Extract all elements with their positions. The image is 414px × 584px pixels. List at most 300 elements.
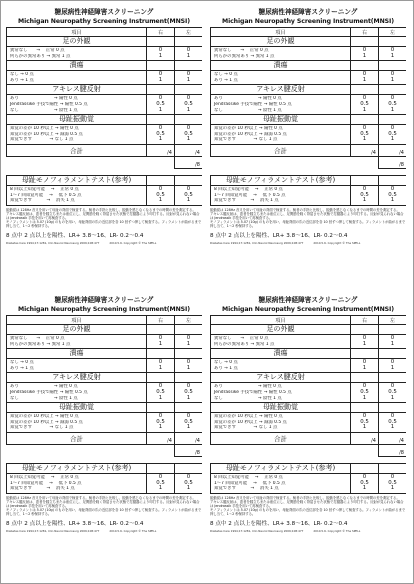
- total-row: [7, 144, 203, 156]
- mnsi-form: [6, 8, 202, 278]
- score-right: 0.5: [360, 388, 369, 395]
- option-label: 1〜7 回知覚可能 → 低下 0.5 点: [214, 192, 286, 198]
- total-left: /4: [175, 144, 203, 156]
- citation-text: 2010.5.6. Copyright © The SPELL: [313, 241, 361, 246]
- overall-total: /8: [379, 156, 407, 168]
- option-label: 知覚の差が 10 秒以上 → 陽性 0 点: [10, 126, 79, 132]
- option-label: 8 回以上知覚可能 → 正常 0 点: [10, 474, 79, 480]
- header-right: 右: [351, 28, 379, 37]
- monofilament-table: [210, 463, 406, 494]
- score-right: 0: [158, 185, 163, 192]
- header-right: 右: [147, 28, 175, 37]
- score-left: 1: [186, 136, 191, 143]
- section-title-row: [7, 373, 203, 383]
- option-label: 何らかの異常あり → 異常 1 点: [10, 53, 71, 59]
- score-right: 0: [362, 95, 367, 102]
- citation-text: Diabetes Care 1994;17:1281, Clin Neurol Neurosurg 2006;108:477: [210, 241, 304, 246]
- mnsi-form: [210, 296, 406, 566]
- section-title: 潰瘍: [211, 61, 351, 71]
- score-left: 0.5: [388, 130, 397, 137]
- total-row: [211, 144, 407, 156]
- option-label: なし → 陰性 1 点: [214, 107, 282, 113]
- header-item: 項目: [7, 316, 147, 325]
- score-left: 0: [390, 413, 395, 420]
- option-label: 異常なし → 正常 0 点: [214, 336, 269, 341]
- section-title: 足の外観: [7, 37, 147, 47]
- section-options-row: [211, 359, 407, 373]
- section-title: 潰瘍: [7, 61, 147, 71]
- form-title-english: Michigan Neuropathy Screening Instrument(MNSI): [222, 306, 394, 313]
- score-left: 0: [390, 335, 395, 341]
- note-text: モノフィラメントは 5.07 (10g) のものを用い、母趾背面の爪の近位部を各 10 回ずつ押して検査する。フィラメントが曲がるまで押し当て、1〜2 秒保持する。: [210, 508, 406, 517]
- section-options-row: [211, 47, 407, 61]
- screening-table: [210, 315, 406, 457]
- option-label: なし → 陰性 1 点: [10, 107, 78, 113]
- form-title-japanese: 糖尿病性神経障害スクリーニング: [54, 296, 154, 304]
- monofilament-body: [7, 175, 203, 205]
- section-title-row: [7, 61, 203, 71]
- section-options-row: [7, 413, 203, 433]
- form-title-english: Michigan Neuropathy Screening Instrument(MNSI): [18, 18, 190, 25]
- score-left: 1: [390, 197, 395, 204]
- section-options-row: [7, 185, 203, 205]
- note-text: 振動覚は 128Hz 音叉を用いて母趾の背面で検査する。検者の手指と比較し、振動を感じなくなるまでの時間の差を測定する。: [6, 495, 196, 500]
- option-label: 知覚できず → 消失 1 点: [214, 486, 279, 492]
- score-left: 1: [390, 394, 395, 401]
- monofilament-table: [210, 175, 406, 206]
- option-label: 知覚の差が 10 秒以上 → 陽性 0 点: [214, 414, 283, 420]
- table-header-row: [211, 316, 407, 325]
- score-right: 1: [362, 364, 367, 371]
- score-right: 1: [158, 106, 163, 113]
- section-title: アキレス腱反射: [211, 373, 351, 383]
- note-text: アキレス腱反射は、患者を膝立ちまたは座位にし、足関節を軽く背屈させた状態で打腱器により叩打する。反射が見られない場合は Jendrassik 手技を用いて再検査する。: [6, 499, 200, 508]
- score-right: 1: [362, 340, 367, 347]
- score-right: 0: [158, 47, 163, 53]
- option-label: あり → 陽性 0 点: [10, 384, 78, 390]
- section-title-row: [7, 403, 203, 413]
- overall-total-row: [211, 444, 407, 456]
- section-title: 足の外観: [211, 325, 351, 335]
- score-left: 1: [390, 340, 395, 347]
- option-label: 知覚できず → なし 1 点: [10, 137, 74, 143]
- score-left: 0: [390, 47, 395, 53]
- monofilament-table: [6, 175, 202, 206]
- note-text: 振動覚は 128Hz 音叉を用いて母趾の背面で検査する。検者の手指と比較し、振動を感じなくなるまでの時間の差を測定する。: [6, 207, 196, 212]
- section-options-row: [7, 95, 203, 115]
- option-label: 8 回以上知覚可能 → 正常 0 点: [10, 186, 79, 192]
- score-right: 0: [362, 47, 367, 53]
- section-title-row: [211, 37, 407, 47]
- note-text: モノフィラメントは 5.07 (10g) のものを用い、母趾背面の爪の近位部を各 10 回ずつ押して検査する。フィラメントが曲がるまで押し当て、1〜2 秒保持する。: [210, 220, 406, 229]
- score-left: 1: [186, 197, 191, 204]
- note-text: アキレス腱反射は、患者を膝立ちまたは座位にし、足関節を軽く背屈させた状態で打腱器により叩打する。反射が見られない場合は Jendrassik 手技を用いて再検査する。: [6, 211, 200, 220]
- score-right: 0: [158, 71, 163, 78]
- score-right: 0: [362, 71, 367, 78]
- option-label: 1〜7 回知覚可能 → 低下 0.5 点: [10, 480, 82, 486]
- option-label: なし → 0 点: [10, 360, 34, 366]
- section-title-row: [7, 85, 203, 95]
- score-right: 0: [158, 335, 163, 341]
- option-label: 何らかの異常あり → 異常 1 点: [214, 341, 275, 347]
- citation-text: 2010.5.6. Copyright © The SPELL: [109, 529, 157, 534]
- total-right: /4: [147, 144, 175, 156]
- option-label: あり → 陽性 0 点: [214, 384, 282, 390]
- notes-block: [210, 496, 406, 516]
- score-left: 0.5: [184, 418, 193, 425]
- score-right: 1: [362, 485, 367, 492]
- score-left: 1: [390, 424, 395, 431]
- option-label: 1〜7 回知覚可能 → 低下 0.5 点: [10, 192, 82, 198]
- score-left: 1: [390, 364, 395, 371]
- section-title: 母趾振動覚: [211, 403, 351, 413]
- header-left: 左: [175, 28, 203, 37]
- citations: [210, 241, 406, 245]
- total-left: /4: [379, 432, 407, 444]
- score-left: 0.5: [388, 418, 397, 425]
- section-title-row: [7, 175, 203, 185]
- overall-total: /8: [175, 156, 203, 168]
- table-header-row: [211, 28, 407, 37]
- total-left: /4: [379, 144, 407, 156]
- total-label: 合計: [7, 432, 147, 444]
- section-title: 母趾モノフィラメントテスト(参考): [211, 463, 351, 473]
- positive-criteria: 8 点中 2 点以上を陽性、LR+ 3.8〜16、LR- 0.2〜0.4: [210, 233, 348, 240]
- total-right: /4: [351, 144, 379, 156]
- score-right: 0: [158, 413, 163, 420]
- monofilament-body: [7, 463, 203, 493]
- score-right: 0.5: [156, 130, 165, 137]
- section-title-row: [211, 373, 407, 383]
- score-left: 1: [390, 136, 395, 143]
- citation-text: 2010.5.6. Copyright © The SPELL: [109, 241, 157, 246]
- score-left: 0.5: [184, 130, 193, 137]
- header-left: 左: [379, 28, 407, 37]
- option-label: 知覚の差が 10 秒以上 → 減弱 0.5 点: [10, 419, 83, 425]
- score-right: 0: [362, 359, 367, 366]
- citation-text: Diabetes Care 1994;17:1281, Clin Neurol Neurosurg 2006;108:477: [6, 529, 100, 534]
- option-label: Jendrassike 手技で陽性 → 陽性 0.5 点: [10, 389, 88, 395]
- table-header-row: [7, 28, 203, 37]
- score-right: 1: [362, 76, 367, 83]
- score-right: 0: [158, 95, 163, 102]
- score-left: 0: [186, 47, 191, 53]
- section-title-row: [7, 349, 203, 359]
- section-title-row: [211, 115, 407, 125]
- total-label: 合計: [211, 144, 351, 156]
- option-label: なし → 0 点: [214, 360, 238, 366]
- option-label: あり → 陽性 0 点: [10, 96, 78, 102]
- option-label: あり → 1 点: [10, 365, 34, 371]
- form-title-english: Michigan Neuropathy Screening Instrument(MNSI): [222, 18, 394, 25]
- score-right: 0.5: [156, 191, 165, 198]
- score-right: 0: [158, 359, 163, 366]
- score-right: 1: [362, 394, 367, 401]
- total-label: 合計: [7, 144, 147, 156]
- section-options-row: [7, 125, 203, 145]
- section-title: 母趾振動覚: [211, 115, 351, 125]
- option-label: 知覚の差が 10 秒以上 → 陽性 0 点: [10, 414, 79, 420]
- score-right: 1: [158, 197, 163, 204]
- section-title-row: [7, 325, 203, 335]
- section-options-row: [7, 335, 203, 349]
- score-right: 0.5: [360, 418, 369, 425]
- section-options-row: [7, 383, 203, 403]
- option-label: 知覚できず → なし 1 点: [10, 425, 74, 431]
- overall-total-row: [7, 156, 203, 168]
- option-label: あり → 1 点: [10, 77, 34, 83]
- header-item: 項目: [211, 28, 351, 37]
- score-right: 0: [362, 383, 367, 390]
- form-title-japanese: 糖尿病性神経障害スクリーニング: [54, 8, 154, 16]
- section-options-row: [7, 473, 203, 493]
- option-label: なし → 0 点: [214, 72, 238, 78]
- score-left: 1: [390, 485, 395, 492]
- score-right: 1: [158, 364, 163, 371]
- score-right: 1: [158, 340, 163, 347]
- score-right: 1: [362, 52, 367, 59]
- total-left: /4: [175, 432, 203, 444]
- score-left: 0.5: [184, 191, 193, 198]
- section-title-row: [211, 85, 407, 95]
- section-title: アキレス腱反射: [7, 373, 147, 383]
- citation-text: Diabetes Care 1994;17:1281, Clin Neurol Neurosurg 2006;108:477: [6, 241, 100, 246]
- note-text: 振動覚は 128Hz 音叉を用いて母趾の背面で検査する。検者の手指と比較し、振動を感じなくなるまでの時間の差を測定する。: [210, 207, 400, 212]
- note-text: アキレス腱反射は、患者を膝立ちまたは座位にし、足関節を軽く背屈させた状態で打腱器により叩打する。反射が見られない場合は Jendrassik 手技を用いて再検査する。: [210, 499, 404, 508]
- section-title: アキレス腱反射: [7, 85, 147, 95]
- score-right: 0.5: [360, 191, 369, 198]
- score-right: 0.5: [360, 100, 369, 107]
- option-label: 異常なし → 正常 0 点: [10, 48, 65, 53]
- section-title: 母趾モノフィラメントテスト(参考): [211, 175, 351, 185]
- option-label: 何らかの異常あり → 異常 1 点: [214, 53, 275, 59]
- score-left: 0.5: [184, 100, 193, 107]
- option-label: 知覚できず → なし 1 点: [214, 137, 278, 143]
- score-right: 0: [362, 185, 367, 192]
- total-row: [211, 432, 407, 444]
- section-options-row: [211, 413, 407, 433]
- score-left: 1: [186, 394, 191, 401]
- option-label: Jendrassike 手技で陽性 → 陽性 0.5 点: [214, 389, 292, 395]
- note-text: 振動覚は 128Hz 音叉を用いて母趾の背面で検査する。検者の手指と比較し、振動を感じなくなるまでの時間の差を測定する。: [210, 495, 400, 500]
- screening-table: [6, 27, 202, 169]
- section-title-row: [7, 115, 203, 125]
- section-options-row: [211, 95, 407, 115]
- score-left: 0: [390, 95, 395, 102]
- score-left: 0.5: [388, 191, 397, 198]
- header-right: 右: [351, 316, 379, 325]
- score-right: 1: [362, 136, 367, 143]
- option-label: Jendrassike 手技で陽性 → 陽性 0.5 点: [10, 101, 88, 107]
- option-label: 異常なし → 正常 0 点: [10, 336, 65, 341]
- section-options-row: [7, 359, 203, 373]
- total-right: /4: [351, 432, 379, 444]
- score-left: 1: [390, 106, 395, 113]
- score-left: 1: [186, 424, 191, 431]
- score-left: 1: [186, 340, 191, 347]
- citations: [210, 529, 406, 533]
- score-right: 0: [362, 413, 367, 420]
- score-right: 0.5: [156, 100, 165, 107]
- sections-body: [211, 325, 407, 433]
- score-right: 1: [362, 106, 367, 113]
- score-left: 1: [186, 52, 191, 59]
- section-title-row: [211, 463, 407, 473]
- score-left: 1: [186, 106, 191, 113]
- section-title-row: [211, 349, 407, 359]
- total-label: 合計: [211, 432, 351, 444]
- screening-table: [210, 27, 406, 169]
- score-left: 0: [186, 383, 191, 390]
- section-options-row: [7, 71, 203, 85]
- score-right: 1: [158, 52, 163, 59]
- mnsi-form: [6, 296, 202, 566]
- form-title-english: Michigan Neuropathy Screening Instrument(MNSI): [18, 306, 190, 313]
- section-title-row: [7, 463, 203, 473]
- score-left: 1: [186, 364, 191, 371]
- option-label: あり → 1 点: [214, 77, 238, 83]
- option-label: Jendrassike 手技で陽性 → 陽性 0.5 点: [214, 101, 292, 107]
- score-left: 0: [390, 473, 395, 480]
- section-options-row: [211, 125, 407, 145]
- option-label: なし → 陰性 1 点: [10, 395, 78, 401]
- score-right: 0: [158, 125, 163, 132]
- section-options-row: [211, 71, 407, 85]
- option-label: 知覚できず → 消失 1 点: [214, 198, 279, 204]
- score-left: 0: [186, 473, 191, 480]
- section-title: 母趾モノフィラメントテスト(参考): [7, 463, 147, 473]
- section-title: 潰瘍: [211, 349, 351, 359]
- option-label: 8 回以上知覚可能 → 正常 0 点: [214, 474, 283, 480]
- overall-total-row: [211, 156, 407, 168]
- score-right: 1: [158, 424, 163, 431]
- score-right: 0: [158, 383, 163, 390]
- score-left: 0.5: [388, 479, 397, 486]
- score-left: 1: [186, 485, 191, 492]
- option-label: 知覚できず → 消失 1 点: [10, 198, 75, 204]
- positive-criteria: 8 点中 2 点以上を陽性、LR+ 3.8〜16、LR- 0.2〜0.4: [6, 233, 144, 240]
- score-right: 0.5: [156, 388, 165, 395]
- option-label: 知覚の差が 10 秒以上 → 減弱 0.5 点: [214, 419, 287, 425]
- score-left: 1: [390, 52, 395, 59]
- score-left: 0.5: [184, 479, 193, 486]
- section-options-row: [211, 335, 407, 349]
- score-left: 0: [390, 185, 395, 192]
- overall-total: /8: [379, 444, 407, 456]
- citation-text: 2010.5.6. Copyright © The SPELL: [313, 529, 361, 534]
- overall-total-row: [7, 444, 203, 456]
- sections-body: [211, 37, 407, 145]
- option-label: 知覚の差が 10 秒以上 → 減弱 0.5 点: [10, 131, 83, 137]
- score-left: 0: [390, 359, 395, 366]
- total-right: /4: [147, 432, 175, 444]
- score-right: 0: [362, 473, 367, 480]
- score-right: 0.5: [360, 479, 369, 486]
- section-title: 潰瘍: [7, 349, 147, 359]
- header-right: 右: [147, 316, 175, 325]
- score-left: 0.5: [184, 388, 193, 395]
- overall-total: /8: [175, 444, 203, 456]
- section-title: 足の外観: [211, 37, 351, 47]
- score-left: 0: [186, 125, 191, 132]
- score-left: 0: [186, 71, 191, 78]
- section-title: 母趾振動覚: [7, 403, 147, 413]
- option-label: 知覚できず → 消失 1 点: [10, 486, 75, 492]
- option-label: 知覚の差が 10 秒以上 → 陽性 0 点: [214, 126, 283, 132]
- score-left: 0.5: [388, 100, 397, 107]
- option-label: 1〜7 回知覚可能 → 低下 0.5 点: [214, 480, 286, 486]
- score-right: 0.5: [360, 130, 369, 137]
- option-label: 8 回以上知覚可能 → 正常 0 点: [214, 186, 283, 192]
- score-left: 0: [186, 359, 191, 366]
- notes-block: [210, 208, 406, 228]
- section-title: 母趾モノフィラメントテスト(参考): [7, 175, 147, 185]
- section-options-row: [211, 473, 407, 493]
- section-title-row: [211, 61, 407, 71]
- monofilament-body: [211, 175, 407, 205]
- score-left: 0: [186, 185, 191, 192]
- section-title-row: [211, 403, 407, 413]
- option-label: 異常なし → 正常 0 点: [214, 48, 269, 53]
- section-title: アキレス腱反射: [211, 85, 351, 95]
- score-left: 0: [390, 383, 395, 390]
- note-text: アキレス腱反射は、患者を膝立ちまたは座位にし、足関節を軽く背屈させた状態で打腱器により叩打する。反射が見られない場合は Jendrassik 手技を用いて再検査する。: [210, 211, 404, 220]
- score-right: 1: [158, 136, 163, 143]
- monofilament-table: [6, 463, 202, 494]
- score-right: 1: [158, 485, 163, 492]
- citation-text: Diabetes Care 1994;17:1281, Clin Neurol Neurosurg 2006;108:477: [210, 529, 304, 534]
- section-title-row: [211, 325, 407, 335]
- score-right: 0: [362, 125, 367, 132]
- section-options-row: [7, 47, 203, 61]
- section-title: 足の外観: [7, 325, 147, 335]
- header-item: 項目: [211, 316, 351, 325]
- option-label: 知覚の差が 10 秒以上 → 減弱 0.5 点: [214, 131, 287, 137]
- notes-block: [6, 496, 202, 516]
- score-left: 1: [186, 76, 191, 83]
- score-right: 1: [362, 197, 367, 204]
- section-options-row: [211, 383, 407, 403]
- score-right: 0: [362, 335, 367, 341]
- score-right: 1: [362, 424, 367, 431]
- total-row: [7, 432, 203, 444]
- option-label: 知覚できず → なし 1 点: [214, 425, 278, 431]
- citations: [6, 241, 202, 245]
- screening-table: [6, 315, 202, 457]
- score-right: 0.5: [156, 479, 165, 486]
- note-text: モノフィラメントは 5.07 (10g) のものを用い、母趾背面の爪の近位部を各 10 回ずつ押して検査する。フィラメントが曲がるまで押し当て、1〜2 秒保持する。: [6, 508, 202, 517]
- score-right: 0.5: [156, 418, 165, 425]
- score-left: 0: [390, 125, 395, 132]
- score-left: 0: [390, 71, 395, 78]
- score-left: 0: [186, 335, 191, 341]
- form-title-japanese: 糖尿病性神経障害スクリーニング: [258, 8, 358, 16]
- option-label: あり → 陽性 0 点: [214, 96, 282, 102]
- citations: [6, 529, 202, 533]
- option-label: 何らかの異常あり → 異常 1 点: [10, 341, 71, 347]
- header-left: 左: [175, 316, 203, 325]
- form-title-japanese: 糖尿病性神経障害スクリーニング: [258, 296, 358, 304]
- section-title: 母趾振動覚: [7, 115, 147, 125]
- section-title-row: [7, 37, 203, 47]
- monofilament-body: [211, 463, 407, 493]
- score-right: 1: [158, 394, 163, 401]
- option-label: なし → 陰性 1 点: [214, 395, 282, 401]
- score-left: 0.5: [388, 388, 397, 395]
- header-item: 項目: [7, 28, 147, 37]
- section-title-row: [211, 175, 407, 185]
- positive-criteria: 8 点中 2 点以上を陽性、LR+ 3.8〜16、LR- 0.2〜0.4: [210, 521, 348, 528]
